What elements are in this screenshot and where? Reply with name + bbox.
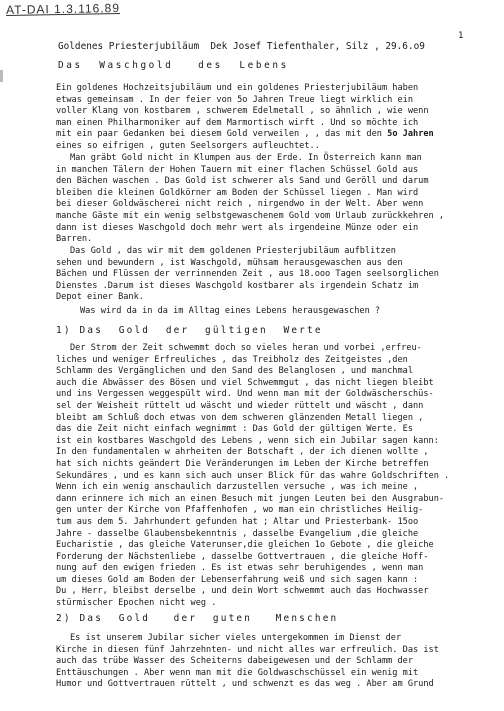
page-number: 1 — [458, 31, 464, 41]
paragraph-intro-tail: eines so eifrigen , guten Seelsorgers aufleuchtet.. — [56, 140, 320, 151]
paragraph-waschgold: Das Gold , das wir mit dem goldenen Priesterjubiläum aufblitzen sehen und bewundern , ist Waschgold, mühsam herausgewaschen aus den Bächen und Flüssen der verrinnenden Zeit , aus 18.ooo Tagen seelsorglichen Dienstes .Darum ist dieses Waschgold kostbarer als irgendein Schatz im Depot einer Bank. — [56, 246, 439, 303]
bold-phrase: 5o Jahren — [387, 129, 434, 140]
archive-stamp: AT-DAI 1.3.116.89 — [5, 1, 121, 17]
section-2-text: Es ist unserem Jubilar sicher vieles untergekommen im Dienst der Kirche in diesen fünf Jahrzehnten- und nicht alles war erfreulich. Das ist auch das trübe Wasser des Scheiterns dabeigewesen und der Schlamm der Enttäuschungen . Aber wenn man mit die Goldwaschschüssel ein wenig mit Humor und Gottvertrauen rüttelt , und schwenzt es das weg . Aber am Grund — [56, 633, 439, 690]
document-title: Das Waschgold des Lebens — [58, 60, 289, 71]
paragraph-question: Was wird da in da im Alltag eines Lebens herausgewaschen ? — [80, 306, 381, 316]
section-1-text: Der Strom der Zeit schwemmt doch so vieles heran und vorbei ,erfreu- liches und weniger Erfreuliches , das Treibholz des Zeitgeistes ,den Schlamm des Vergänglichen und den Sand des Belanglosen , und manchmal auch die Abwässer des Bösen und viel Schwemmgut , das nicht liegen bleibt und ins Vergessen weggespült wird. Und wenn man mit der Goldwäscherschüs- sel der Weisheit rüttelt ud wäscht und wieder rüttelt und wäscht , dann bleibt am Schluß doch etwas von dem schweren glänzenden Metall liegen , das die Zeit nicht einfach wegnimmt : Das Gold der gültigen Werte. Es ist ein kostbares Waschgold des Lebens , wenn sich ein Jubilar sagen kann: In den fundamentalen w ahrheiten der Botschaft , der ich dienen wollte , hat sich nichts geändert Die Veränderungen im Leben der Kirche betreffen Sekundäres , und es kann sich auch unser Blick für das wahre Goldschriften . Wenn ich ein wenig anschaulich darzustellen versuche , was ich meine , dann erinnere ich mich an einen Besuch mit jungen Leuten bei den Ausgrabun- gen unter der Kirche von Pfaffenhofen , wo man ein christliches Heilig- tum aus dem 5. Jahrhundert gefunden hat ; Altar und Priesterbank- 15oo Jahre - dasselbe Glaubensbekenntnis , dasselbe Evangelium ,die gleiche Eucharistie , das gleiche Vaterunser,die gleichen 1o Gebote , die gleiche Forderung der Nächstenliebe , dasselbe Gottvertrauen , die gleiche Hoff- nung auf den ewigen frieden . Es ist etwas sehr beruhigendes , wenn man um dieses Gold am Boden der Lebenserfahrung weiß und sich sagen kann : Du , Herr, bleibst derselbe , und dein Wort schwemmt auch das Hochwasser stürmischer Epochen nicht weg . — [56, 343, 450, 609]
section-1-heading: 1) Das Gold der gültigen Werte — [56, 325, 323, 336]
section-2-heading: 2) Das Gold der guten Menschen — [56, 613, 339, 624]
paragraph-intro — [56, 83, 474, 153]
paragraph-gold-mining: Man gräbt Gold nicht in Klumpen aus der Erde. In Österreich kann man in manchen Tälern der Hohen Tauern mit einer flachen Schüssel Gold aus den Bächen waschen . Das Gold ist schwerer als Sand und Geröll und darum bleiben die kleinen Goldkörner am Boden der Schüssel liegen . Man wird bei dieser Goldwäscherei nicht reich , nirgendwo in der Welt. Aber wenn manche Gäste mit ein wenig selbstgewaschenem Gold vom Urlaub zurückkehren , dann ist dieses Waschgold doch mehr wert als irgendeine Münze oder ein Barren. — [56, 153, 445, 245]
document-header: Goldenes Priesterjubiläum Dek Josef Tiefenthaler, Silz , 29.6.o9 — [58, 41, 425, 52]
scan-edge-mark — [0, 70, 3, 82]
paragraph-intro-text: Ein goldenes Hochzeitsjubiläum und ein goldenes Priesterjubiläum haben etwas gemeinsam . In der feier von 5o Jahren Treue liegt wirklich ein voller Klang von kostbarem , schwerem Edelmetall , so ähnlich , wie wenn man einen Philharmoniker auf dem Marmortisch wirft . Und so möchte ich mit ein paar Gedanken bei diesem Gold verweilen , , das mit den — [56, 83, 429, 140]
